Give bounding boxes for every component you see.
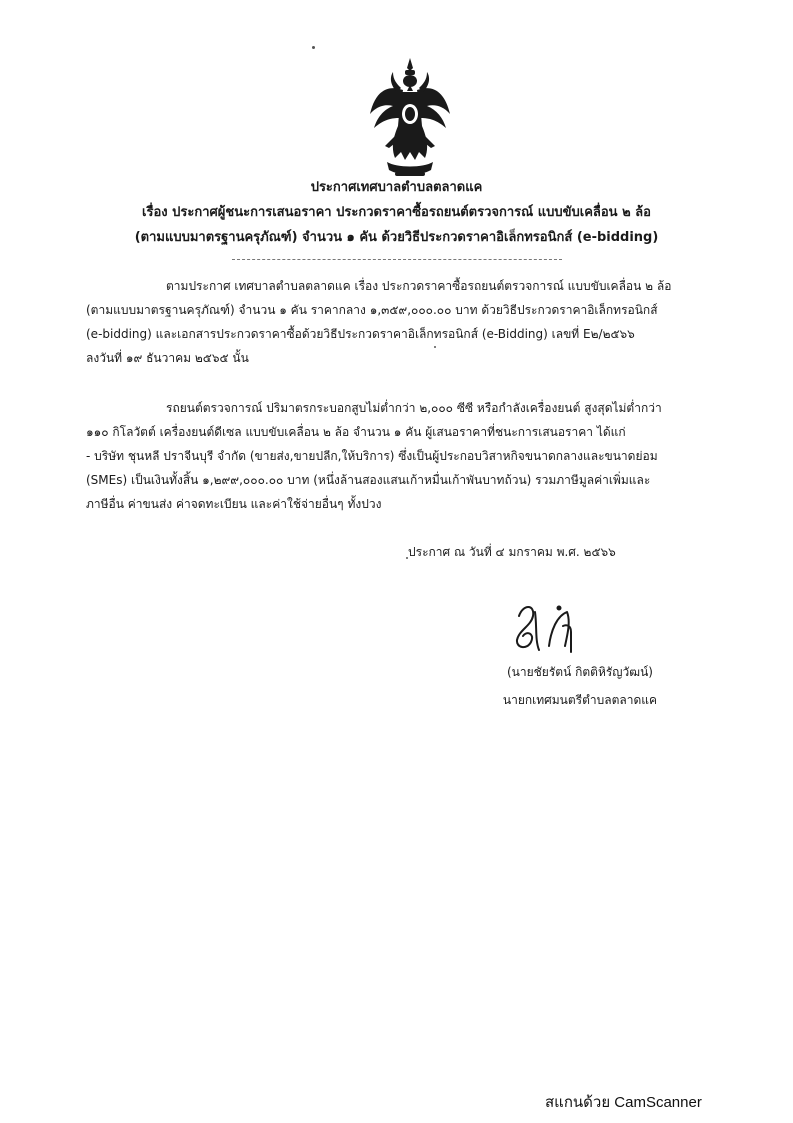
garuda-emblem-icon — [367, 56, 453, 178]
camscanner-watermark: สแกนด้วย CamScanner — [545, 1094, 702, 1111]
paragraph-line: ๑๑๐ กิโลวัตต์ เครื่องยนต์ดีเซล แบบขับเคลื่อน ๒ ล้อ จำนวน ๑ คัน ผู้เสนอราคาที่ชนะการเสนอราคา ได้แก่ — [86, 425, 626, 439]
paragraph-line: ลงวันที่ ๑๙ ธันวาคม ๒๕๖๕ นั้น — [86, 351, 249, 365]
paragraph-line: รถยนต์ตรวจการณ์ ปริมาตรกระบอกสูบไม่ต่ำกว่า ๒,๐๐๐ ซีซี หรือกำลังเครื่องยนต์ สูงสุดไม่ต่ำกว่า — [166, 401, 662, 415]
paragraph-line: (SMEs) เป็นเงินทั้งสิ้น ๑,๒๙๙,๐๐๐.๐๐ บาท (หนึ่งล้านสองแสนเก้าหมื่นเก้าพันบาทถ้วน) รวมภาษีมูลค่าเพิ่มและ — [86, 473, 651, 487]
title-divider — [232, 259, 562, 260]
announcement-subject-line-2: (ตามแบบมาตรฐานครุภัณฑ์) จำนวน ๑ คัน ด้วยวิธีประกวดราคาอิเล็กทรอนิกส์ (e-bidding) — [134, 230, 659, 245]
signer-name: (นายชัยรัตน์ กิตติหิรัญวัฒน์) — [507, 665, 653, 679]
announcement-subject-line-1: เรื่อง ประกาศผู้ชนะการเสนอราคา ประกวดราคาซื้อรถยนต์ตรวจการณ์ แบบขับเคลื่อน ๒ ล้อ — [142, 205, 651, 220]
scan-speck — [312, 46, 315, 49]
scan-speck — [406, 557, 408, 559]
paragraph-line: (ตามแบบมาตรฐานครุภัณฑ์) จำนวน ๑ คัน ราคากลาง ๑,๓๕๙,๐๐๐.๐๐ บาท ด้วยวิธีประกวดราคาอิเล็กทรอนิกส์ — [86, 303, 658, 317]
paragraph-reference — [86, 274, 746, 370]
paragraph-winner — [86, 396, 746, 516]
paragraph-line: ภาษีอื่น ค่าขนส่ง ค่าจดทะเบียน และค่าใช้จ่ายอื่นๆ ทั้งปวง — [86, 497, 382, 511]
paragraph-line: (e-bidding) และเอกสารประกวดราคาซื้อด้วยวิธีประกวดราคาอิเล็กทรอนิกส์ (e-Bidding) เลขที่ E๒/๒๕๖๖ — [86, 327, 635, 341]
announcement-date: ประกาศ ณ วันที่ ๔ มกราคม พ.ศ. ๒๕๖๖ — [408, 545, 616, 559]
handwritten-signature — [505, 596, 595, 656]
signer-position: นายกเทศมนตรีตำบลตลาดแค — [502, 693, 658, 707]
paragraph-line: - บริษัท ชุนหลี ปราจีนบุรี จำกัด (ขายส่ง,ขายปลีก,ให้บริการ) ซึ่งเป็นผู้ประกอบวิสาหกิจขนาดกลางและขนาดย่อม — [86, 449, 658, 463]
announcement-organization-title: ประกาศเทศบาลตำบลตลาดแค — [310, 180, 483, 195]
scan-speck — [434, 346, 436, 348]
paragraph-line: ตามประกาศ เทศบาลตำบลตลาดแค เรื่อง ประกวดราคาซื้อรถยนต์ตรวจการณ์ แบบขับเคลื่อน ๒ ล้อ — [166, 279, 672, 293]
